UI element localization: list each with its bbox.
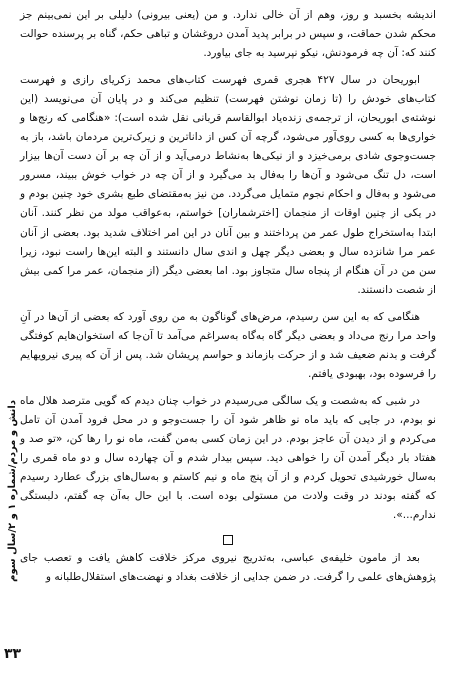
section-divider-square [223,535,233,545]
paragraph-2: ابوریحان در سال ۴۲۷ هجری قمری فهرست کتاب‌های محمد زکریای رازی و فهرست کتاب‌های خودش را (تا زمان نوشتن فهرست) تنظیم می‌کند و در پایان آن می‌نویسد (این نوشته‌ی ابوریحان، از ترجمه‌ی زنده‌یاد ابوالقاسم قربانی نقل شده است): «هنگامی که رنج‌ها و خواری‌ها به کسی روی‌آور می‌شود، گرچه آن کس از داناترین و زیرک‌ترین مردمان باشد، باز به جست‌وجوی شادی برمی‌خیزد و از نیکی‌ها به‌نشاط درمی‌آید و از آن چه بر آن دست آن‌ها بیزار است، دل تنگ می‌شود و آن‌ها را به‌فال بد می‌گیرد و از آن چه در خواب خوش ببیند، مسرور می‌شود و به‌فال و احکام نجوم متمایل می‌گردد. من نیز به‌مقتضای طبع بشری خود چنین بودم و در یکی از چنین اوقات از منجمان [اخترشماران] خواستم، به‌عواقب مولد من نظر کنند. آنان ابتدا به‌استخراج طول عمر من پرداختند و بین آنان در این امر اختلاف شدید بود. بعضی از آنان عمر مرا شانزده سال و بعضی دیگر چهل و اندی سال دانستند و البته این‌ها راست نبود، زیرا سن من در آن هنگام از پنجاه سال متجاوز بود. اما بعضی دیگر (از منجمان، عمر مرا کمی بیش از شصت دانستند. [20,74,436,296]
page-number: ۳۳ [4,646,22,662]
paragraph-3: هنگامی که به این سن رسیدم، مرض‌های گوناگون به من روی آورد که بعضی از آن‌ها در آنِ واحد مرا رنج می‌داد و بعضی دیگر گاه به‌گاه به‌سراغم می‌آمد تا آن‌جا که استخوان‌هایم کوفتگی گرفت و بدنم ضعیف شد و از حرکت بازماند و حواسم پریشان شد. پس از آن که پیری نیرویهایم را فرسوده بود، بهبودی یافتم. [20,310,436,380]
paragraph-1: اندیشه بخسبد و روز، وهم از آن خالی ندارد. و من (یعنی بیرونی) دلیلی بر این نمی‌بینم جز محکم شدن حماقت، و سپس در برابر پدید آمدن دروغشان و تباهی حکم، گناه بر پرسنده حوالت کنند که: آن چه فرمودنش، نیکو نپرسید به جای بیاورد. [20,9,436,60]
paragraph-4: در شبی که به‌شصت و یک سالگی می‌رسیدم در خواب چنان دیدم که گویی مترصد هلال ماه نو بودم، در جایی که باید ماه نو ظاهر شود آن را جست‌وجو و در محل فرود آمدن آن تامل می‌کردم و از دیدن آن عاجز بودم. در این زمان کسی به‌من گفت، ماه نو را رها کن، «تو صد و هفتاد بار دیگر آمدن آن را خواهی دید. سپس بیدار شدم و آن چهارده سال و دو ماه قمری را به‌سال خورشیدی تحویل کردم و از آن پنج ماه و نیم کاستم و به‌سال‌های بزرگ عطارد رسیدم که گفته بودند در وقت ولادت من مستولی بوده است. با این حال به‌آن چه گفتم، دلبستگی ندارم...». [20,394,436,522]
paragraph-5: بعد از مامون خلیفه‌ی عباسی، به‌تدریج نیروی مرکز خلافت کاهش یافت و تعصب جای پژوهش‌های علمی را گرفت. در ضمن جدایی از خلافت بغداد و نهضت‌های استقلال‌طلبانه و [20,552,436,584]
journal-margin-label: دانش و مردم/شماره ۱ و ۲/سال سوم [7,400,18,582]
main-text-column [20,6,436,587]
